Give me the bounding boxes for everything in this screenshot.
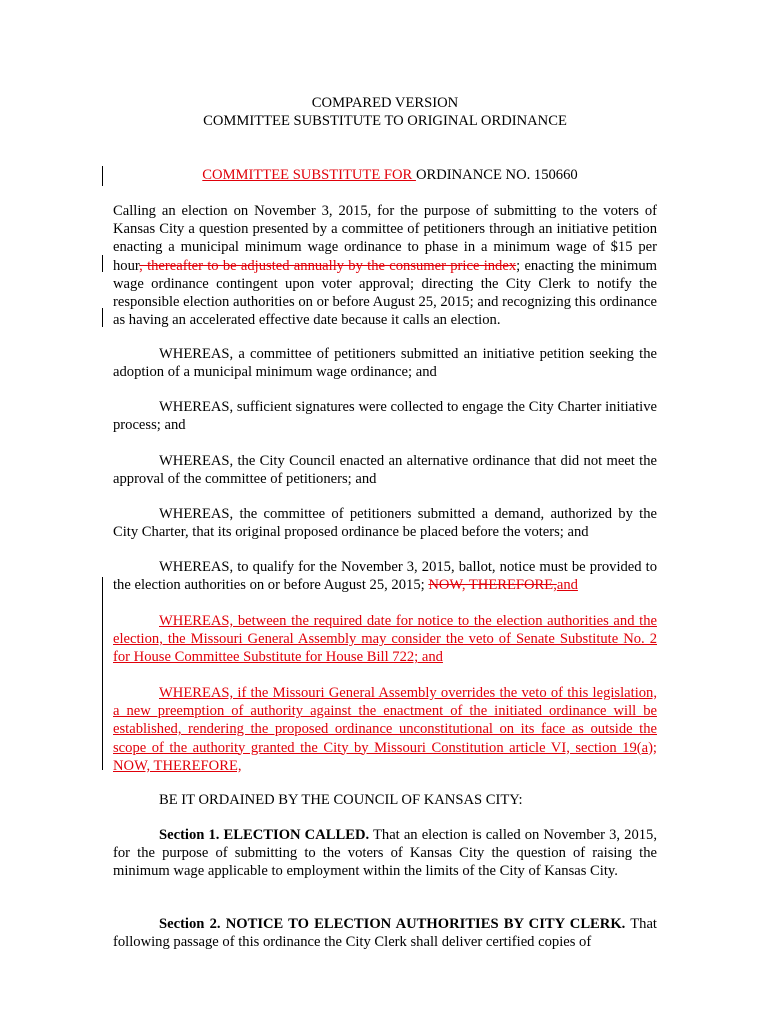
inserted-whereas-1: WHEREAS, between the required date for notice to the election authorities and the election, the Missouri General Assembly may consider the veto of Senate Substitute No. 2 for House Committee Substitute for House Bill 722; and xyxy=(113,613,657,666)
summary-text-cont: ; enacting the minimum wage ordinance contingent upon voter approval; directing the City Clerk to notify the responsible election authorities on or before August 25, 2015; and recognizing this ordinance as having an accelerated effective date because it calls an election. xyxy=(113,257,657,329)
whereas-4: WHEREAS, the committee of petitioners submitted a demand, authorized by the City Charter, that its original proposed ordinance be placed before the voters; and xyxy=(113,506,657,541)
summary-text: Calling an election on November 3, 2015, for the purpose of submitting to the voters of Kansas City a question presented by a committee of petitioners through an initiative petition enacting a municipal minimum wage ordinance to phase in a minimum wage of $15 per hour xyxy=(113,203,657,274)
section-2 xyxy=(113,915,657,951)
inserted-whereas-2: WHEREAS, if the Missouri General Assembly overrides the veto of this legislation, a new preemption of authority against the enactment of the initiated ordinance will be established, rendering the proposed ordinance unconstitutional on its face as outside the scope of the authority granted the City by Missouri Constitution article VI, section 19(a); NOW, THEREFORE, xyxy=(113,685,657,774)
section-2-heading: Section 2. NOTICE TO ELECTION AUTHORITIES BY CITY CLERK. xyxy=(159,916,626,932)
section-1-heading: Section 1. ELECTION CALLED. xyxy=(159,827,370,843)
section-1 xyxy=(113,826,657,881)
header-subtitle: COMMITTEE SUBSTITUTE TO ORIGINAL ORDINANCE xyxy=(203,113,567,129)
whereas-2: WHEREAS, sufficient signatures were collected to engage the City Charter initiative process; and xyxy=(113,399,657,434)
ordinance-title xyxy=(5,166,770,184)
header-compared-version: COMPARED VERSION xyxy=(311,95,459,111)
change-bar xyxy=(102,255,103,272)
whereas-5: WHEREAS, to qualify for the November 3, 2015, ballot, notice must be provided to the election authorities on or before August 25, 2015; NOW, THEREFORE,and xyxy=(113,559,657,594)
ordained-clause: BE IT ORDAINED BY THE COUNCIL OF KANSAS CITY: xyxy=(159,792,523,808)
change-bar xyxy=(102,577,103,770)
change-bar xyxy=(102,308,103,327)
inserted-text: and xyxy=(556,577,578,594)
section-1-text: That an election is called on November 3, 2015, for the purpose of submitting to the voters of Kansas City the question of raising the minimum wage applicable to employment within the limits of the City of Kansas City. xyxy=(113,827,657,880)
whereas-3: WHEREAS, the City Council enacted an alternative ordinance that did not meet the approval of the committee of petitioners; and xyxy=(113,453,657,488)
inserted-text: COMMITTEE SUBSTITUTE FOR xyxy=(202,167,416,183)
whereas-1: WHEREAS, a committee of petitioners submitted an initiative petition seeking the adoption of a municipal minimum wage ordinance; and xyxy=(113,346,657,381)
deleted-text: , thereafter to be adjusted annually by the consumer price index xyxy=(139,257,517,274)
ordinance-summary xyxy=(113,202,657,329)
deleted-text: NOW, THEREFORE, xyxy=(428,577,557,594)
section-2-text: That following passage of this ordinance the City Clerk shall deliver certified copies of xyxy=(113,916,657,951)
ordinance-number: ORDINANCE NO. 150660 xyxy=(415,167,578,183)
